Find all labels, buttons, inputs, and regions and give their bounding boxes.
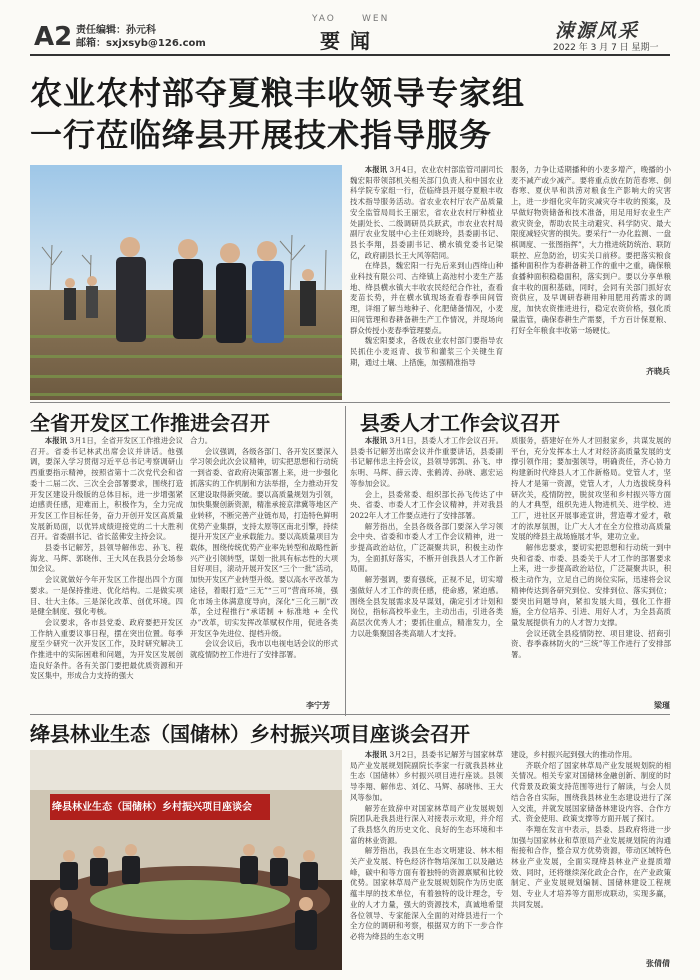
story3-column2 (511, 436, 671, 694)
story1-column1 (350, 165, 503, 377)
story1-photo (30, 165, 342, 400)
story4-column1 (350, 750, 503, 972)
story4-text6: 李翔在发言中表示，县委、县政府将进一步加强与国家林业和草原局产业发展规划院的沟通衔接和合作，整合双方优势资源，带动区域特色林业产业发展，全面实现绛县林业产业提质增效、同时，还将继续深化政企合作，在产业政策制定、产业发展规划编制、国储林建设工程规划、专业人才培养等方面形成联动，实现多赢，共同发展。 (511, 824, 671, 909)
story3-text2: 会上，县委常委、组织部长孙飞传达了中央、省委、市委人才工作会议精神，并对我县2022年人才工作要点进行了安排部署。 (350, 489, 503, 520)
story1-text3: 魏宏阳要求，各级农业农村部门要指导农民抓住小麦返青、拔节和灌浆三个关键生育期，通过土壤、上措施，加强精准指导 (350, 336, 503, 367)
story2-text7: 会议会议后，我市以电视电话会议的形式就疫情防控工作进行了安排部署。 (190, 639, 338, 660)
page-number: A2 (34, 22, 73, 52)
story3-lead: 本报讯 (364, 436, 388, 445)
story4-text3: 解芳指出，我县在生态文明建设、林木相关产业发展、特色经济作物培深加工以及融达峰，碳中和等方面有着独特的资源禀赋和比较优势。国家林草局产业发展规划院作为历史底蕴丰厚的技术单位，有着独特的设计理念，专业的人才力量，强大的资源技术，真诚地希望各位领导、专家能深入全面的对绛县进行一个全方位的调研和考察，根据双方的下一步合作必将为绛县的生态文明 (350, 846, 503, 941)
story2-text4: 会议要求，各市县党委、政府要把开发区工作纳入重要议事日程，摆在突出位置。每季度至少研究一次开发区工作，及时研究解决工作推进中的实际困难和问题，为开发区发展创造良好条件。各有关部门要把最优质资源和开发区集中，形成合力支持的强大 (30, 617, 183, 681)
field-visit-photo (30, 165, 342, 400)
story2-byline: 李宁芳 (306, 700, 330, 710)
story1-byline: 齐晓兵 (646, 366, 670, 376)
story3-byline: 梁瑾 (654, 700, 670, 710)
story2-text2: 县委书记解芳，县领导解伟忠、孙飞、程海龙、马辉、郭晓伟、王大风在我县分会场参加会议。 (30, 543, 183, 574)
banner-text: 绛县林业生态（国储林）乡村振兴项目座谈会 (52, 802, 252, 813)
section-pinyin-right: WEN (362, 14, 390, 24)
issue-date: 2022 年 3 月 7 日 星期一 (553, 43, 659, 53)
column-divider (345, 406, 346, 716)
story4-byline: 张倩倩 (646, 958, 670, 968)
story2-text5: 合力。 (190, 436, 213, 445)
story2-column1 (30, 436, 183, 736)
main-headline-line1: 农业农村部夺夏粮丰收领导专家组 (30, 74, 526, 112)
section-pinyin-left: YAO (312, 14, 336, 24)
story3-text1: 3月1日，县委人才工作会议召开。县委书记解芳出席会议并作重要讲话，县委副书记解伟忠主持会议，县领导郭凯、孙飞、申东明、马辉、薛云涛、张鹤涛、孙晓、惠宏运等参加会议。 (350, 436, 503, 488)
story2-text1: 3月1日，全省开发区工作推进会议召开。省委书记林武出席会议并讲话。他强调，要深入学习贯彻习近平总书记考察调研山西重要指示精神，按照省第十二次党代会和省委十二届二次、三次全会部署要求，围绕打造开发区建设升级版的总体目标，进一步增强紧迫感责任感，迎难而上，积极作为，全力完成开发区工作目标任务，奋力开创开发区高质量发展新局面，以优异成绩迎接党的二十大胜利召开。省委副书记、省长蓝佛安主持会议。 (30, 436, 183, 542)
editor-info (76, 24, 206, 50)
story1-lead: 本报讯 (364, 165, 388, 174)
story4-photo (30, 750, 342, 970)
story4-text4: 建设，乡村振兴起到强大的推动作用。 (511, 750, 637, 759)
header-rule (30, 54, 670, 56)
story4-headline: 绛县林业生态（国储林）乡村振兴项目座谈会召开 (30, 722, 470, 746)
story1-text2: 在绛县，魏宏阳一行先后来到山西绛山种业科技有限公司、古绛镇上高池村小麦生产基地、绛县横水镇大丰收农民经纪合作社，查看麦苗长势，并在横水镇现场查看春季田间管理，详细了解当地种子、化肥储备情况，小麦田间管理和春耕备耕生产工作情况，并现场向群众传授小麦春季管理要点。 (350, 261, 503, 335)
story4-text5: 齐联介绍了国家林草局产业发展规划院的相关情况。相关专家对国储林金融创新、制度的时代背景及政策支持范围等进行了解读，与会人员结合各自实际，围绕我县林业生态建设进行了深入交流，并就发展国家储备林建设内容、合作方式、资金使用、政策支撑等方面开展了探讨。 (511, 760, 671, 824)
newspaper-name: 涑源风采 (555, 20, 640, 42)
story2-column2 (190, 436, 338, 694)
story3-column1 (350, 436, 503, 716)
story3-text7: 会议还就全县疫情防控、项目建设、招商引资、春季森林防火的“三统”等工作进行了安排部署。 (511, 628, 671, 660)
story3-text5: 质服务，搭建好在外人才回报家乡，共谋发展的平台，充分发挥本土人才对经济高质量发展的支撑引领作用；要加强领导，明确责任，齐心协力构建新时代绛县人才工作新格局。党管人才，坚持人才是第一资源，党管人才，人力选拔统身科研次关，疫情防控，脱贫攻坚和乡村振兴等方面的人才典型，组织先进人物进机关、进学校、进工厂，进社区开展事迹宣讲，营造尊才爱才，敬才的浓厚氛围，让广大人才在全方位推动高质量发展的绛县主战场施展才华，建功立业。 (511, 436, 671, 542)
row-divider-1 (30, 402, 670, 403)
story1-column2 (511, 165, 671, 365)
main-headline-line2: 一行莅临绛县开展技术指导服务 (30, 116, 493, 154)
story3-text3: 解芳指出，全县各级各部门要深入学习领会中央、省委和市委人才工作会议精神，进一步提高政治站位，广泛凝聚共识，积极主动作为，全面抓好落实，不断开创我县人才工作新局面。 (350, 521, 503, 574)
meeting-room-photo (30, 750, 342, 970)
story2-text3: 会议就做好今年开发区工作提出四个方面要求。一是保持推进、优化结构。二是做实项目、壮大主体。三是深化改革、创优环境。四是健全制度、强化考核。 (30, 575, 183, 617)
story4-text2: 解芳在致辞中对国家林草局产业发展规划院团队赴我县进行深入对接表示欢迎，并介绍了我县悠久的历史文化、良好的生态环境和丰富的林业资源。 (350, 803, 503, 845)
story3-headline: 县委人才工作会议召开 (360, 411, 560, 435)
story1-text1: 3月4日，农业农村部监管司副司长魏宏阳带领部机关相关部门负责人和中国农业科学院专家组一行，莅临绛县开展夺夏粮丰收技术指导服务活动。省农业农村厅农产品质量安全监管局局长王丽宏，省农业农村厅种植业处副处长、二级调研员兵跃武，市农业农村局副厅农业发展中心主任刘晓玲，县委副书记、县长李翔，县委副书记、横水镇党委书记梁亿，政府副县长王大风等陪同。 (350, 165, 503, 260)
editor-email: 邮箱：sxjxsyb@126.com (76, 38, 206, 49)
story4-column2 (511, 750, 671, 955)
row-divider-2 (30, 714, 670, 715)
story4-text1: 3月2日，县委书记解芳与国家林草局产业发展规划院副院长李家一行就我县林业生态（国储林）乡村振兴项目进行座谈。县领导李翔、解伟忠、刘亿、马辉、郝晓伟、王大风等参加。 (350, 750, 503, 802)
story1-text4: 服务，力争让适期播种的小麦多增产，晚播的小麦不减产或少减产。要将重点放在防范春寒、倒春寒、夏伏旱和洪涝对粮食生产影响大的灾害上，进一步细化灾年防灾减灾夺丰收的预案，及早做好物资储备和技术准备，用足用好农业生产救灾资金，帮助农民主动避灾、科学防灾、最大限度减轻灾害的损失。要采行“一办化监测、一盘棋调度、一张图指挥”，大力推进统防统治、联防联控、应急防治，切实关口前移。要把落实粮食播种面积作为春耕备耕工作的重中之重，确保粮食播种面积稳稳面积，落实到户。要以分享单粮食丰收的面积基础，同时，会同有关部门抓好农资供应，及早调研春耕用种用肥用药需求的调度，加快农资推进进行，稳定农资价格，强化质量监管，确保春耕生产需要，千方百计保夏粮、打好全年粮食丰收第一场硬仗。 (511, 165, 671, 335)
story3-text4: 解芳强调，要育强统，正视不足，切实增强做好人才工作的责任感，使命感，紧迫感。围绕全县发展需求及早谋划，确定引才计划和岗位，指标高校毕业生，主动出击，引进各类高层次优秀人才；要抓住重点，精准发力，全力以赴集聚国各类高端人才支持。 (350, 575, 503, 638)
story2-lead: 本报讯 (44, 436, 68, 445)
story2-text6: 会议强调，各级各部门、各开发区要深入学习领会此次会议精神，切实把思想和行动统一到省委、省政府决策部署上来，进一步强化抓落实的工作机制和方法举措，全力推动开发区建设取得新突破。要以高质量规划为引领，加快集聚创新资源，精准承接京津冀等地区产业转移，不断完善产业链布局，打造特色鲜明优势产业集群，支持太原等区南北引擎，持续提升开发区产业承载能力。要以高质量项目为载体，围绕传统优势产业率先转型和战略性新兴产业引领转型，谋划一批具有标志性的大项目好项目，滚动开展开发区“三个一批”活动，加快开发区产业转型升级。要以高水平改革为途径，着眼打造“三无”“三可”营商环境，强化市场主体满意度导向，深化“三化三制”改革，全过程推行“承诺制 + 标准地 + 全代办”改革，切实发挥改革赋权作用，促进各类开发区争先进位、提档升级。 (190, 446, 338, 638)
story3-text6: 解伟忠要求，要切实把思想和行动统一到中央和省委、市委、县委关于人才工作的部署要求上来，进一步提高政治站位，广泛凝聚共识，积极主动作为，立足自己的岗位实际，迅速将会议精神传达到各研究到位、安排到位、落实到位；要突出问题导向，紧扣发展大局，强化工作措施，全方位培养、引进、用好人才，为全县高质量发展提供有力的人才智力支撑。 (511, 543, 671, 627)
story2-headline: 全省开发区工作推进会召开 (30, 411, 270, 435)
editor-name: 责任编辑：孙元科 (76, 25, 156, 36)
story4-lead: 本报讯 (364, 750, 388, 759)
section-title: 要闻 (320, 29, 380, 53)
